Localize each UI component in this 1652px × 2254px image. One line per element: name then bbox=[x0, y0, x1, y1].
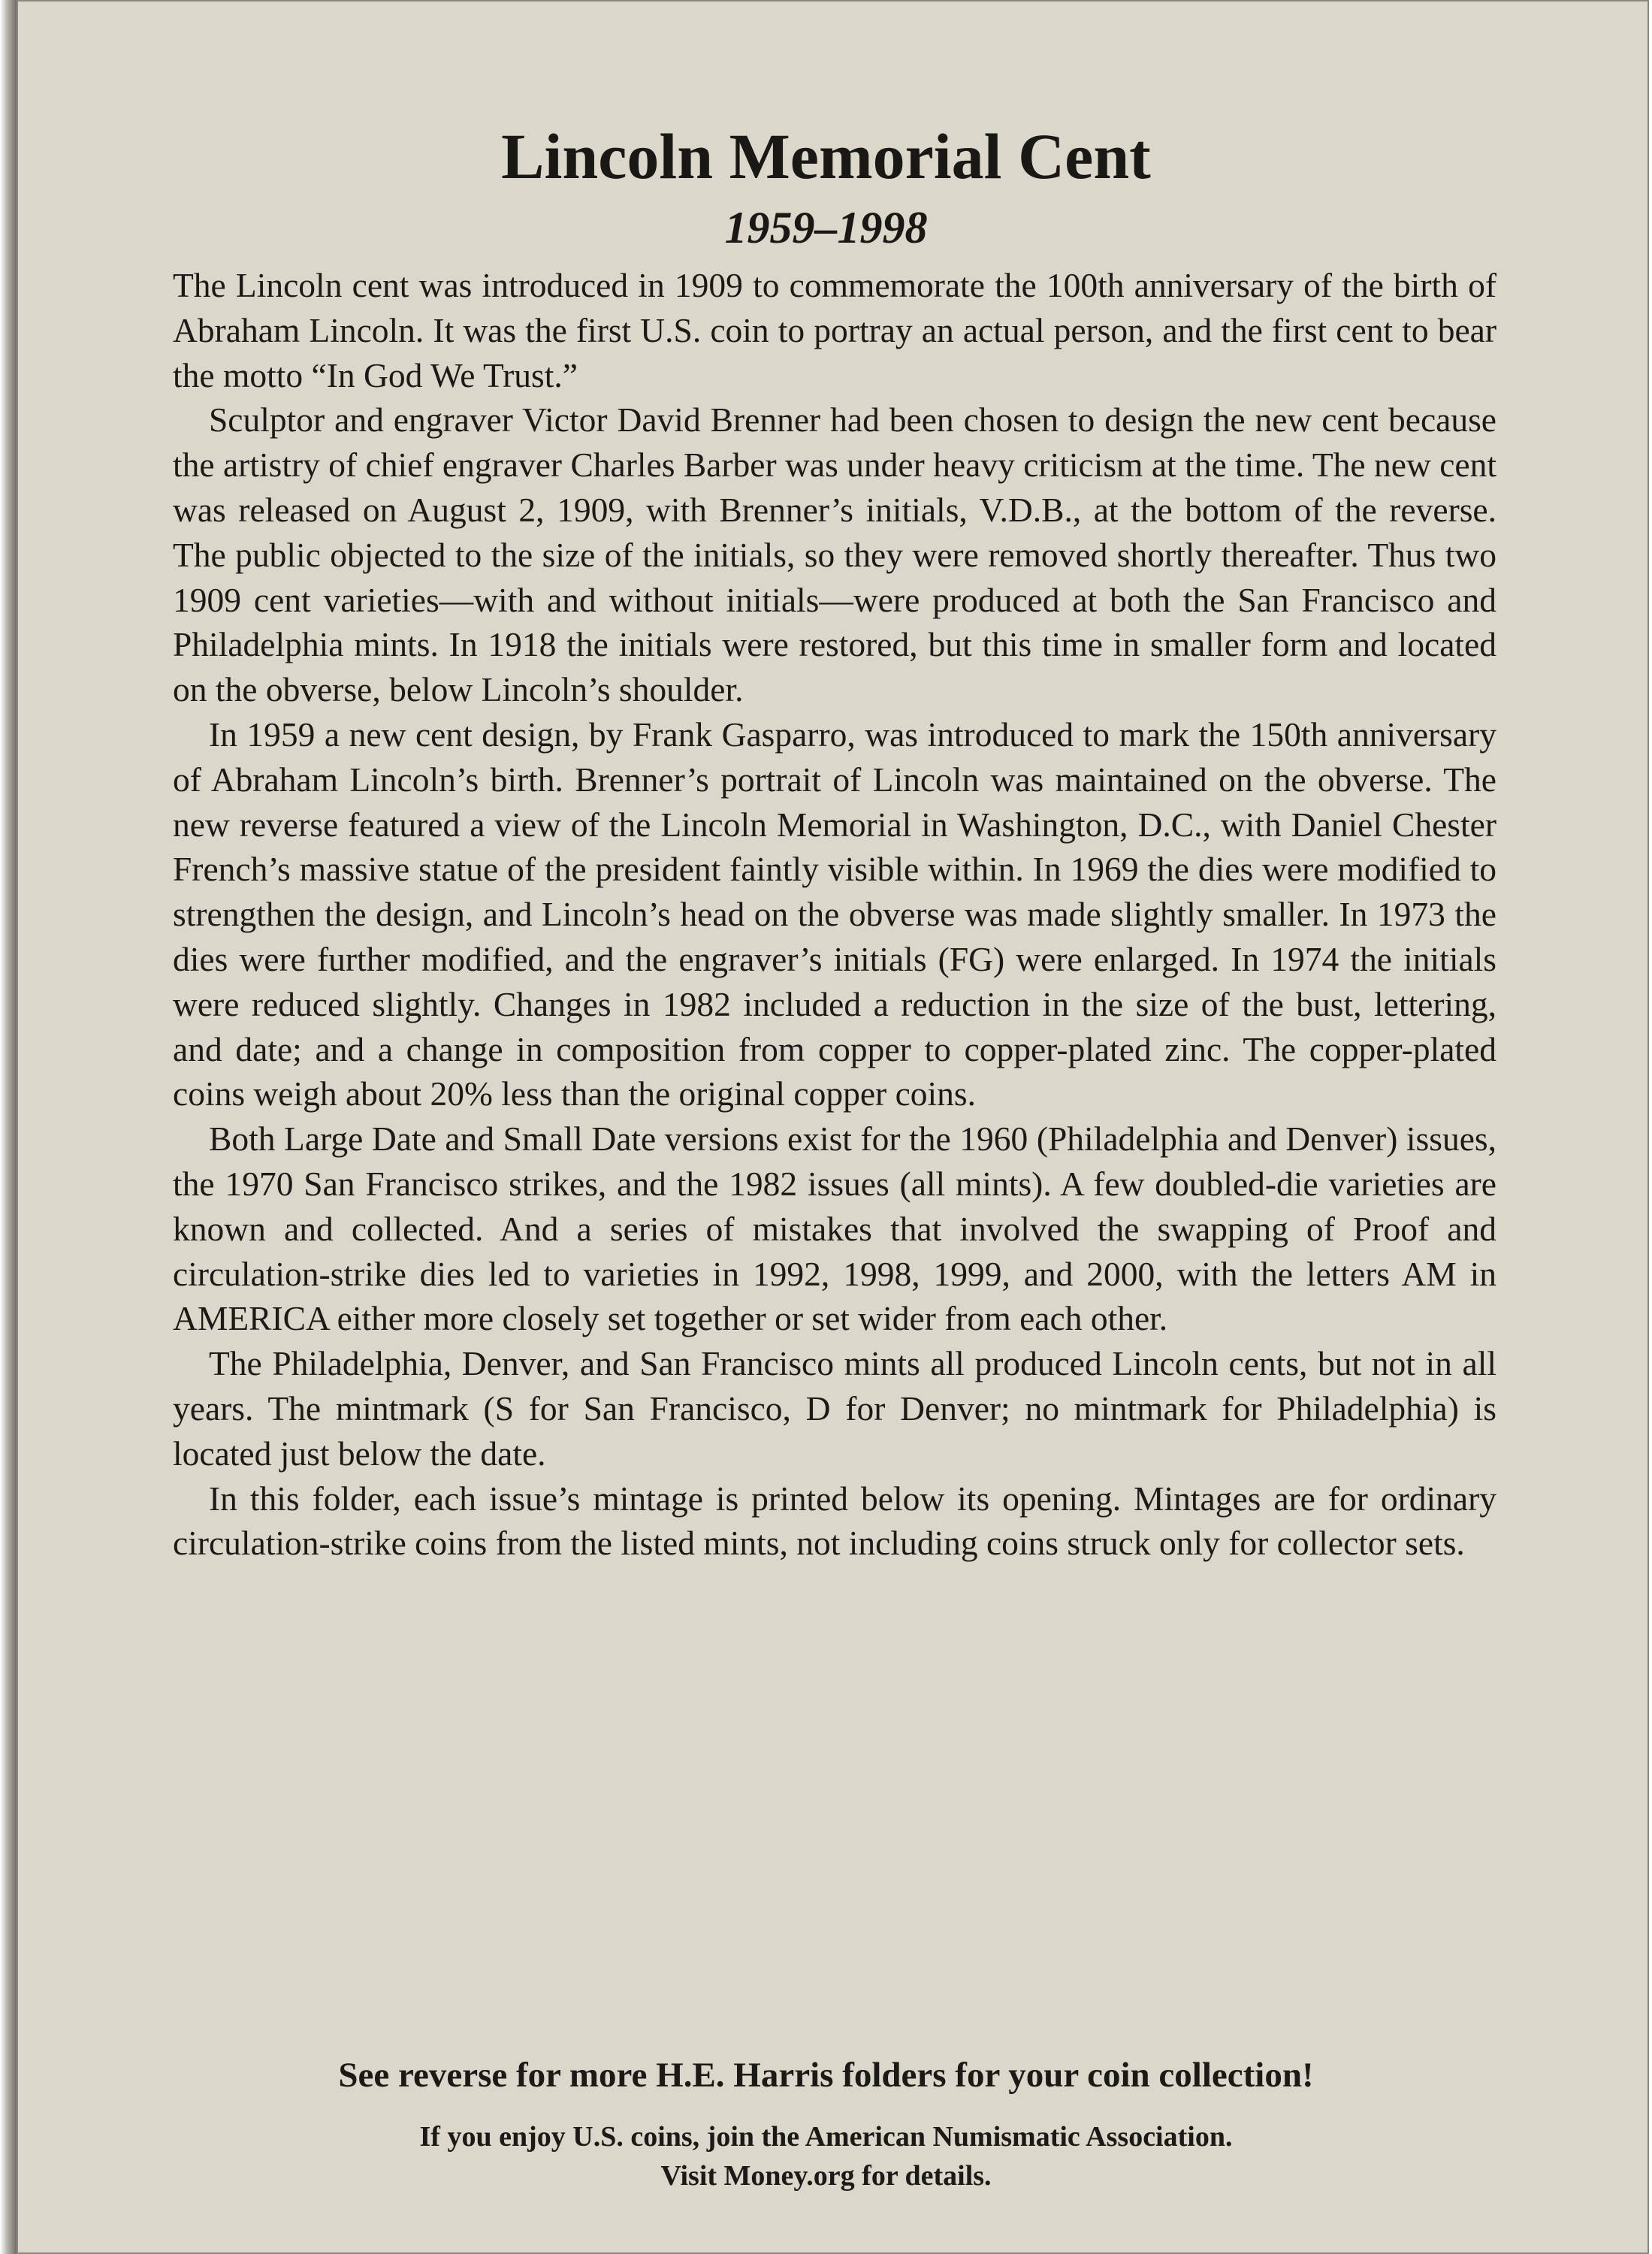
footer-promo: See reverse for more H.E. Harris folders for your coin collection! bbox=[338, 2056, 1314, 2095]
footer-ana-line: If you enjoy U.S. coins, join the American Numismatic Association. bbox=[419, 2121, 1233, 2153]
paragraph-mints: The Philadelphia, Denver, and San Francisco mints all produced Lincoln cents, but not in all years. The mintmark (S for San Francisco, D for Denver; no mintmark for Philadelphia) is located just below the date. bbox=[173, 1344, 1496, 1473]
paragraph-mintages: In this folder, each issue’s mintage is printed below its opening. Mintages are for ordinary circulation-strike coins from the listed mints, not including coins struck only for collector sets. bbox=[173, 1479, 1496, 1563]
paragraph-varieties: Both Large Date and Small Date versions exist for the 1960 (Philadelphia and Denver) issues, the 1970 San Francisco strikes, and the 1982 issues (all mints). A few doubled-die varieties are known and collected. And a series of mistakes that involved the swapping of Proof and circulation-strike dies led to varieties in 1992, 1998, 1999, and 2000, with the letters AM in AMERICA either more closely set together or set wider from each other. bbox=[173, 1119, 1496, 1338]
article-body bbox=[173, 263, 1496, 1566]
paragraph-gasparro: In 1959 a new cent design, by Frank Gasparro, was introduced to mark the 150th anniversary of Abraham Lincoln’s birth. Brenner’s portrait of Lincoln was maintained on the obverse. The new reverse featured a view of the Lincoln Memorial in Washington, D.C., with Daniel Chester French’s massive statue of the president faintly visible within. In 1969 the dies were modified to strengthen the design, and Lincoln’s head on the obverse was made slightly smaller. In 1973 the dies were further modified, and the engraver’s initials (FG) were enlarged. In 1974 the initials were reduced slightly. Changes in 1982 included a reduction in the size of the bust, lettering, and date; and a change in composition from copper to copper-plated zinc. The copper-plated coins weigh about 20% less than the original copper coins. bbox=[173, 715, 1496, 1113]
page-subtitle: 1959–1998 bbox=[724, 203, 928, 252]
footer-website-line: Visit Money.org for details. bbox=[660, 2160, 992, 2192]
footer-ana-note bbox=[0, 2117, 1652, 2195]
page-title: Lincoln Memorial Cent bbox=[501, 120, 1151, 192]
folder-spine bbox=[0, 0, 17, 2254]
paragraph-introduction: The Lincoln cent was introduced in 1909 to commemorate the 100th anniversary of the birth of Abraham Lincoln. It was the first U.S. coin to portray an actual person, and the first cent to bear the motto “In God We Trust.” bbox=[173, 266, 1496, 394]
paragraph-brenner: Sculptor and engraver Victor David Brenner had been chosen to design the new cent because the artistry of chief engraver Charles Barber was under heavy criticism at the time. The new cent was released on August 2, 1909, with Brenner’s initials, V.D.B., at the bottom of the reverse. The public objected to the size of the initials, so they were removed shortly thereafter. Thus two 1909 cent varieties—with and without initials—were produced at both the San Francisco and Philadelphia mints. In 1918 the initials were restored, but this time in smaller form and located on the obverse, below Lincoln’s shoulder. bbox=[173, 400, 1496, 709]
